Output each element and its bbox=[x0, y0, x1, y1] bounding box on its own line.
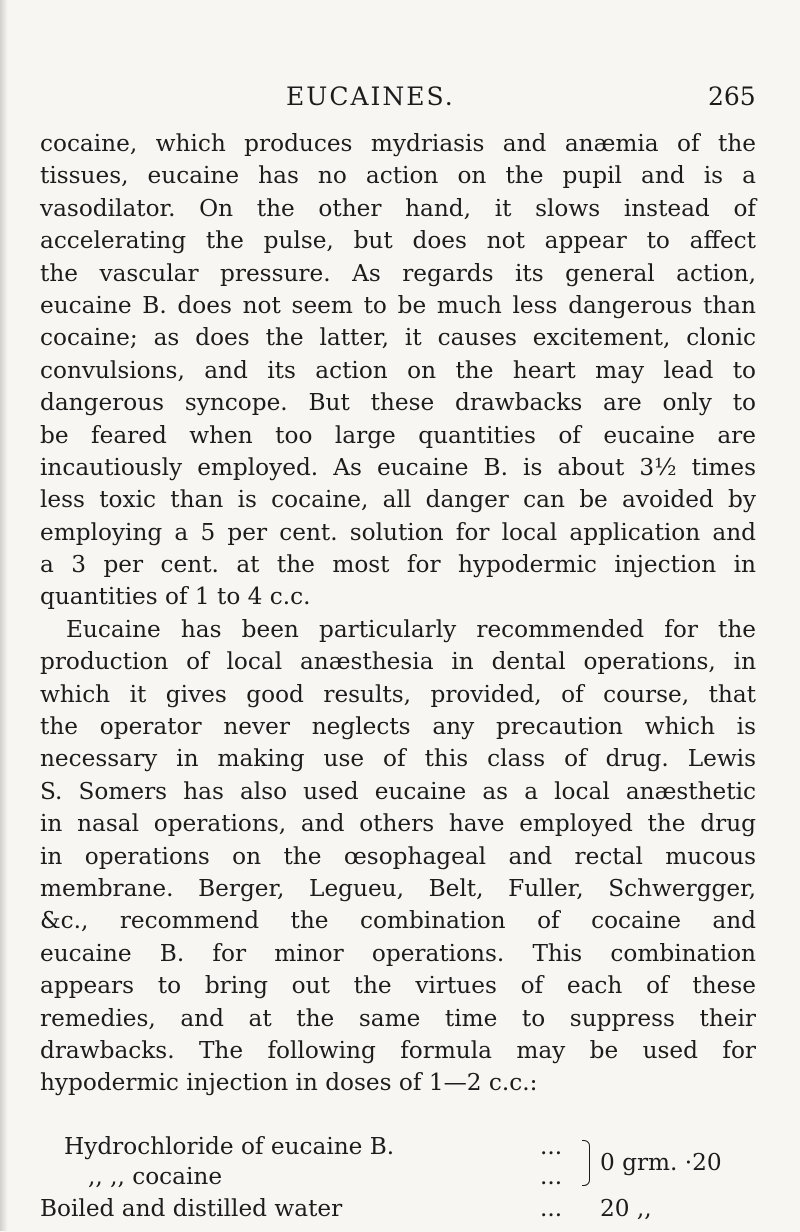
text-line: convulsions, and its action on the heart may lead to bbox=[40, 356, 756, 384]
text-line: appears to bring out the virtues of each of these bbox=[40, 972, 756, 1000]
text-line: be feared when too large quantities of eucaine are bbox=[40, 421, 756, 449]
running-title: EUCAINES. bbox=[286, 82, 455, 111]
formula-row2-dots: ... bbox=[540, 1163, 563, 1190]
text-line: cocaine, which produces mydriasis and anæmia of the bbox=[40, 130, 756, 157]
text-line: Eucaine has been particularly recommended for the bbox=[66, 615, 756, 643]
text-line: which it gives good results, provided, of course, that bbox=[40, 680, 756, 708]
formula-row3-dots: ... bbox=[540, 1195, 563, 1222]
text-line: membrane. Berger, Legueu, Belt, Fuller, Schwergger, bbox=[40, 874, 756, 902]
text-line: &c., recommend the combination of cocaine and bbox=[40, 907, 756, 935]
text-line: cocaine; as does the latter, it causes excitement, clonic bbox=[40, 324, 756, 352]
text-line: a 3 per cent. at the most for hypodermic injection in bbox=[40, 551, 756, 579]
formula-brace bbox=[582, 1140, 590, 1186]
text-line: accelerating the pulse, but does not appear to affect bbox=[40, 227, 756, 255]
text-line: S. Somers has also used eucaine as a local anæsthetic bbox=[40, 777, 756, 805]
formula-row1-dots: ... bbox=[540, 1133, 563, 1160]
text-line: eucaine B. does not seem to be much less dangerous than bbox=[40, 291, 756, 319]
formula-combined-qty: 0 grm. ·20 bbox=[600, 1149, 722, 1176]
page-header bbox=[0, 82, 800, 122]
formula-row3-name: Boiled and distilled water bbox=[40, 1195, 343, 1222]
text-line: remedies, and at the same time to suppress their bbox=[40, 1004, 756, 1032]
text-line: dangerous syncope. But these drawbacks are only to bbox=[40, 389, 756, 417]
text-line: necessary in making use of this class of drug. Lewis bbox=[40, 745, 756, 773]
body-text bbox=[40, 128, 756, 1100]
formula-table bbox=[40, 1132, 756, 1232]
text-line: employing a 5 per cent. solution for local application and bbox=[40, 518, 756, 546]
text-line: production of local anæsthesia in dental operations, in bbox=[40, 648, 756, 676]
text-line: eucaine B. for minor operations. This combination bbox=[40, 939, 756, 967]
text-line: in nasal operations, and others have employed the drug bbox=[40, 810, 756, 838]
text-line: tissues, eucaine has no action on the pupil and is a bbox=[40, 162, 756, 190]
text-line: less toxic than is cocaine, all danger can be avoided by bbox=[40, 486, 756, 514]
text-line: incautiously employed. As eucaine B. is about 3½ times bbox=[40, 453, 756, 481]
formula-row1-name: Hydrochloride of eucaine B. bbox=[64, 1133, 395, 1160]
text-line: drawbacks. The following formula may be used for bbox=[40, 1036, 756, 1064]
text-line: the vascular pressure. As regards its general action, bbox=[40, 259, 756, 287]
text-line: the operator never neglects any precaution which is bbox=[40, 713, 756, 741]
text-line: vasodilator. On the other hand, it slows instead of bbox=[40, 194, 756, 222]
page-number: 265 bbox=[708, 82, 756, 111]
formula-row2-name: ,, ,, cocaine bbox=[88, 1163, 223, 1190]
text-line: in operations on the œsophageal and rectal mucous bbox=[40, 842, 756, 870]
text-line: quantities of 1 to 4 c.c. bbox=[40, 583, 311, 611]
page-edge-shadow bbox=[0, 0, 8, 1231]
formula-row3-qty: 20 ,, bbox=[600, 1195, 652, 1222]
text-line: hypodermic injection in doses of 1—2 c.c.: bbox=[40, 1069, 538, 1097]
